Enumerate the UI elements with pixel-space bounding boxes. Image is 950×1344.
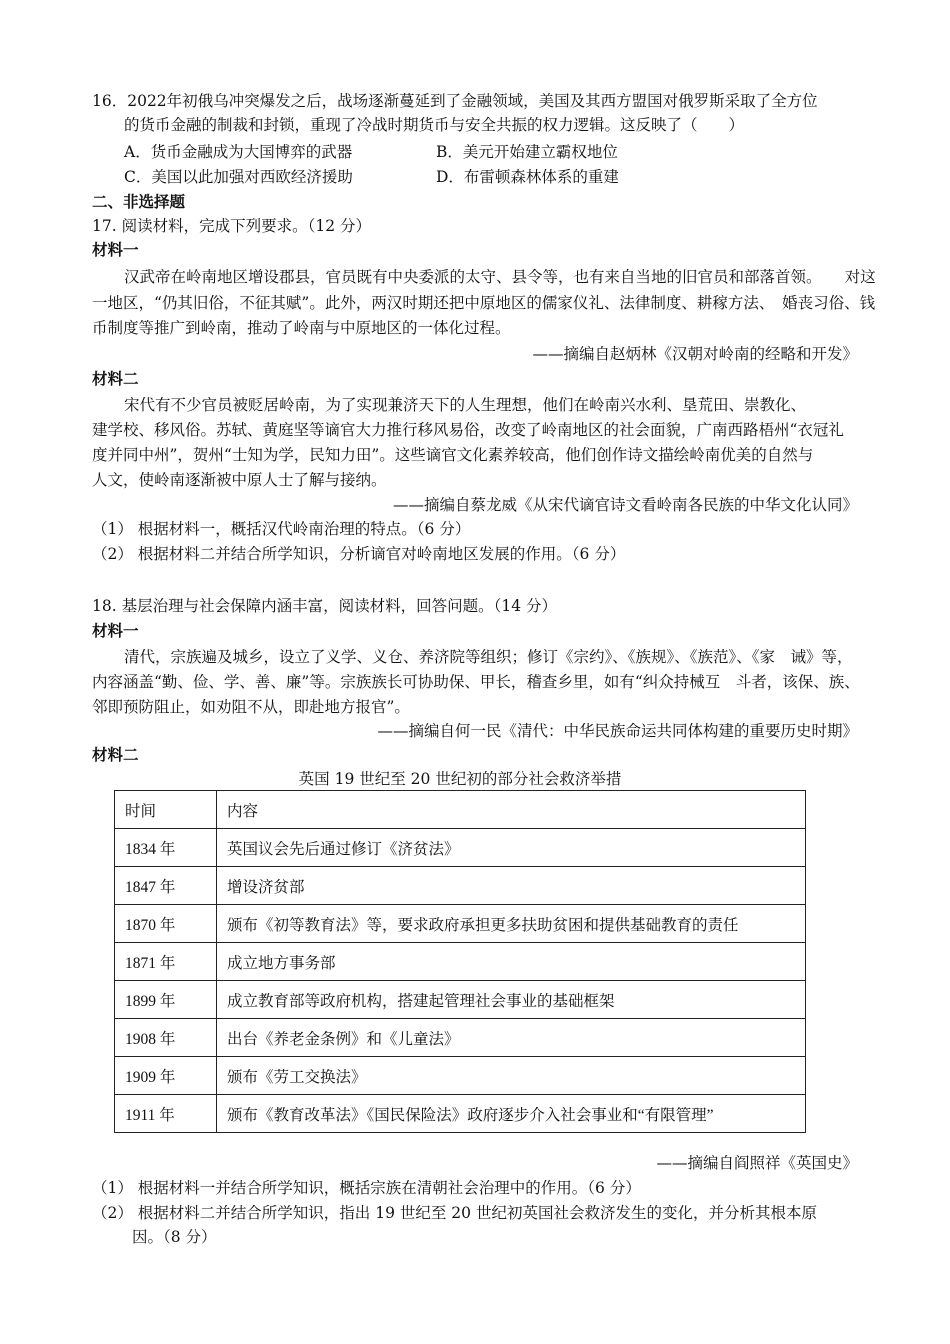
q17-sub-question-1: （1） 根据材料一，概括汉代岭南治理的特点。（6 分） [92,520,471,538]
table-cell-content: 颁布《初等教育法》等，要求政府承担更多扶助贫困和提供基础教育的责任 [217,905,806,943]
q16-option-c: C．美国以此加强对西欧经济援助 [124,168,353,186]
q16-option-d: D．布雷顿森林体系的重建 [436,168,619,186]
table-cell-content: 英国议会先后通过修订《济贫法》 [217,829,806,867]
table-cell-content: 增设济贫部 [217,867,806,905]
table-cell-content: 成立教育部等政府机构，搭建起管理社会事业的基础框架 [217,981,806,1019]
table-row [115,867,806,905]
q18-sub-question-2-line2: 因。（8 分） [132,1228,217,1246]
q17-material1-line1: 汉武帝在岭南地区增设郡县，官员既有中央委派的太守、县令等，也有来自当地的旧官员和部落首领。 对这 [124,268,876,286]
q18-material1-source: ——摘编自何一民《清代：中华民族命运共同体构建的重要历史时期》 [377,722,858,740]
table-cell-year: 1899 年 [115,981,217,1019]
social-relief-table [114,790,806,1133]
q18-material2-title: 材料二 [92,745,139,764]
q17-material1-line2: 一地区，“仍其旧俗，不征其赋”。此外，两汉时期还把中原地区的儒家仪礼、法律制度、耕稼方法、 婚丧习俗、钱 [92,294,876,312]
table-cell-year: 1870 年 [115,905,217,943]
q18-material1-line3: 邻即预防阻止，如劝阻不从，即赴地方报官”。 [92,698,410,716]
q17-material2-source: ——摘编自蔡龙威《从宋代谪官诗文看岭南各民族的中华文化认同》 [392,496,858,514]
q17-material1-line3: 币制度等推广到岭南，推动了岭南与中原地区的一体化过程。 [92,319,511,337]
q17-material2-line2: 建学校、移风俗。苏轼、黄庭坚等谪官大力推行移风易俗，改变了岭南地区的社会面貌，广南西路梧州“衣冠礼 [92,421,844,439]
q16-option-b: B．美元开始建立霸权地位 [436,143,618,161]
table-row [115,1095,806,1133]
table-cell-year: 1909 年 [115,1057,217,1095]
table-cell-year: 1871 年 [115,943,217,981]
table-cell-year: 1908 年 [115,1019,217,1057]
table-row [115,943,806,981]
q18-material1-title: 材料一 [92,621,139,640]
table-cell-year: 1834 年 [115,829,217,867]
table-source: ——摘编自阎照祥《英国史》 [656,1154,858,1172]
q16-stem-line1: 16．2022年初俄乌冲突爆发之后，战场逐渐蔓延到了金融领域，美国及其西方盟国对俄罗斯采取了全方位 [92,92,818,110]
table-cell-year: 1911 年 [115,1095,217,1133]
table-cell-content: 出台《养老金条例》和《儿童法》 [217,1019,806,1057]
section-title: 二、非选择题 [92,192,186,211]
q17-material2-line4: 人文，使岭南逐渐被中原人士了解与接纳。 [92,471,387,489]
table-row [115,905,806,943]
q18-material1-line2: 内容涵盖“勤、俭、学、善、廉”等。宗族族长可协助保、甲长，稽查乡里，如有“纠众持械互 斗者，该保、族、 [92,673,860,691]
q16-option-a: A．货币金融成为大国博弈的武器 [124,143,353,161]
table-cell-year: 1847 年 [115,867,217,905]
table-row [115,1019,806,1057]
table-header-content: 内容 [217,791,806,829]
q18-material1-line1: 清代，宗族遍及城乡，设立了义学、义仓、养济院等组织；修订《宗约》、《族规》、《族范》、《家 诫》等， [124,648,853,666]
table-header-row [115,791,806,829]
q18-sub-question-1: （1） 根据材料一并结合所学知识，概括宗族在清朝社会治理中的作用。（6 分） [92,1179,641,1197]
q17-sub-question-2: （2） 根据材料二并结合所学知识，分析谪官对岭南地区发展的作用。（6 分） [92,545,626,563]
q17-stem: 17. 阅读材料，完成下列要求。（12 分） [92,217,371,235]
q17-material1-title: 材料一 [92,240,139,259]
q18-stem: 18. 基层治理与社会保障内涵丰富，阅读材料，回答问题。（14 分） [92,597,557,615]
q17-material1-source: ——摘编自赵炳林《汉朝对岭南的经略和开发》 [532,345,858,363]
q16-stem-line2: 的货币金融的制裁和封锁，重现了冷战时期货币与安全共振的权力逻辑。这反映了（ ） [124,116,745,134]
table-row [115,829,806,867]
table-caption: 英国 19 世纪至 20 世纪初的部分社会救济举措 [298,770,622,788]
q17-material2-line1: 宋代有不少官员被贬居岭南，为了实现兼济天下的人生理想，他们在岭南兴水利、垦荒田、崇教化、 [124,396,807,414]
table-row [115,1057,806,1095]
table-row [115,981,806,1019]
table-cell-content: 颁布《劳工交换法》 [217,1057,806,1095]
table-cell-content: 颁布《教育改革法》《国民保险法》政府逐步介入社会事业和“有限管理” [217,1095,806,1133]
table-cell-content: 成立地方事务部 [217,943,806,981]
q17-material2-line3: 度并同中州”，贺州“士知为学，民知力田”。这些谪官文化素养较高，他们创作诗文描绘岭南优美的自然与 [92,446,814,464]
q17-material2-title: 材料二 [92,369,139,388]
table-header-time: 时间 [115,791,217,829]
q18-sub-question-2-line1: （2） 根据材料二并结合所学知识，指出 19 世纪至 20 世纪初英国社会救济发生的变化，并分析其根本原 [92,1204,817,1222]
